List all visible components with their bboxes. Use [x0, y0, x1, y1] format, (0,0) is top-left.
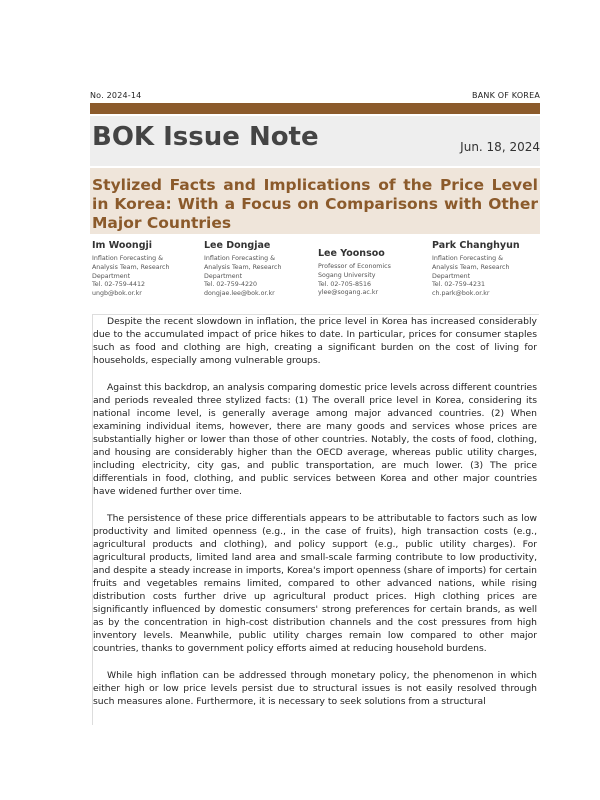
- authors-section: [90, 236, 540, 306]
- author-email: ylee@sogang.ac.kr: [318, 289, 379, 297]
- author-affiliation: Department: [204, 272, 243, 280]
- author-card: [432, 240, 544, 299]
- author-phone: Tel. 02-759-4220: [204, 281, 258, 289]
- masthead: [90, 116, 540, 166]
- author-name: Lee Dongjae: [204, 240, 271, 251]
- header-accent-bar: [90, 103, 540, 114]
- author-affiliation: Sogang University: [318, 271, 376, 279]
- author-phone: Tel. 02-759-4412: [92, 281, 146, 289]
- body-paragraph: While high inflation can be addressed through monetary policy, the phenomenon in which either high or low price levels persist due to structural issues is not easily resolved through such measures alone. Furthermore, it is necessary to seek solutions from a structural: [93, 670, 537, 707]
- author-affiliation: Department: [92, 272, 131, 280]
- author-card: [318, 248, 430, 298]
- author-affiliation: Professor of Economics: [318, 263, 391, 270]
- author-affiliation: Analysis Team, Research: [92, 263, 170, 271]
- body-paragraph: Despite the recent slowdown in inflation, the price level in Korea has increased considerably due to the accumulated impact of price hikes to date. In particular, prices for consumer staples such as food and clothing are high, creating a significant burden on the cost of living for households, especially among vulnerable groups.: [93, 316, 537, 366]
- report-title: Stylized Facts and Implications of the Price Level in Korea: With a Focus on Comparisons with Other Major Countries: [92, 176, 538, 232]
- publication-date: Jun. 18, 2024: [460, 140, 540, 154]
- author-affiliation: Department: [432, 272, 471, 280]
- body-paragraph: Against this backdrop, an analysis comparing domestic price levels across different countries and periods revealed three stylized facts: (1) The overall price level in Korea, considering its national income level, is generally average among major advanced countries. (2) When examining individual items, however, there are many goods and services whose prices are substantially higher or lower than those of other countries. Notably, the costs of food, clothing, and housing are considerably higher than the OECD average, whereas public utility charges, including electricity, city gas, and public transportation, are much lower. (3) The price differentials in food, clothing, and public services between Korea and other major countries have widened further over time.: [93, 382, 537, 497]
- author-card: [204, 240, 316, 299]
- author-name: Park Changhyun: [432, 240, 520, 251]
- body-paragraph: The persistence of these price differentials appears to be attributable to factors such as low productivity and limited openness (e.g., in the case of fruits), high transaction costs (e.g., agricultural products and clothing), and policy support (e.g., public utility charges). For agricultural products, limited land area and small-scale farming contribute to low productivity, and despite a steady increase in imports, Korea's import openness (share of imports) for certain fruits and vegetables remains limited, compared to other advanced nations, while rising distribution costs further drive up agricultural product prices. High clothing prices are significantly influenced by domestic consumers' strong preferences for certain brands, as well as by the concentration in high-cost distribution channels and the cost pressures from high inventory levels. Meanwhile, public utility charges remain low compared to other major countries, thanks to government policy efforts aimed at reducing household burdens.: [93, 513, 537, 654]
- author-phone: Tel. 02-759-4231: [432, 281, 486, 289]
- author-phone: Tel. 02-705-8516: [318, 280, 372, 288]
- author-affiliation: Inflation Forecasting &: [92, 255, 164, 262]
- summary-body: [92, 314, 539, 725]
- author-affiliation: Analysis Team, Research: [204, 263, 282, 271]
- page-top-line: [90, 91, 540, 100]
- author-affiliation: Inflation Forecasting &: [432, 255, 504, 262]
- author-affiliation: Inflation Forecasting &: [204, 255, 276, 262]
- author-affiliation: Analysis Team, Research: [432, 263, 510, 271]
- issue-number: No. 2024-14: [90, 91, 142, 100]
- author-email: ch.park@bok.or.kr: [432, 290, 490, 298]
- institution-name: BANK OF KOREA: [472, 91, 540, 100]
- author-name: Im Woongji: [92, 240, 153, 251]
- series-title: BOK Issue Note: [92, 122, 319, 152]
- author-email: dongjae.lee@bok.or.kr: [204, 290, 275, 298]
- author-email: ungb@bok.or.kr: [92, 290, 142, 298]
- title-box: [90, 168, 540, 234]
- author-name: Lee Yoonsoo: [318, 248, 385, 259]
- author-card: [92, 240, 204, 299]
